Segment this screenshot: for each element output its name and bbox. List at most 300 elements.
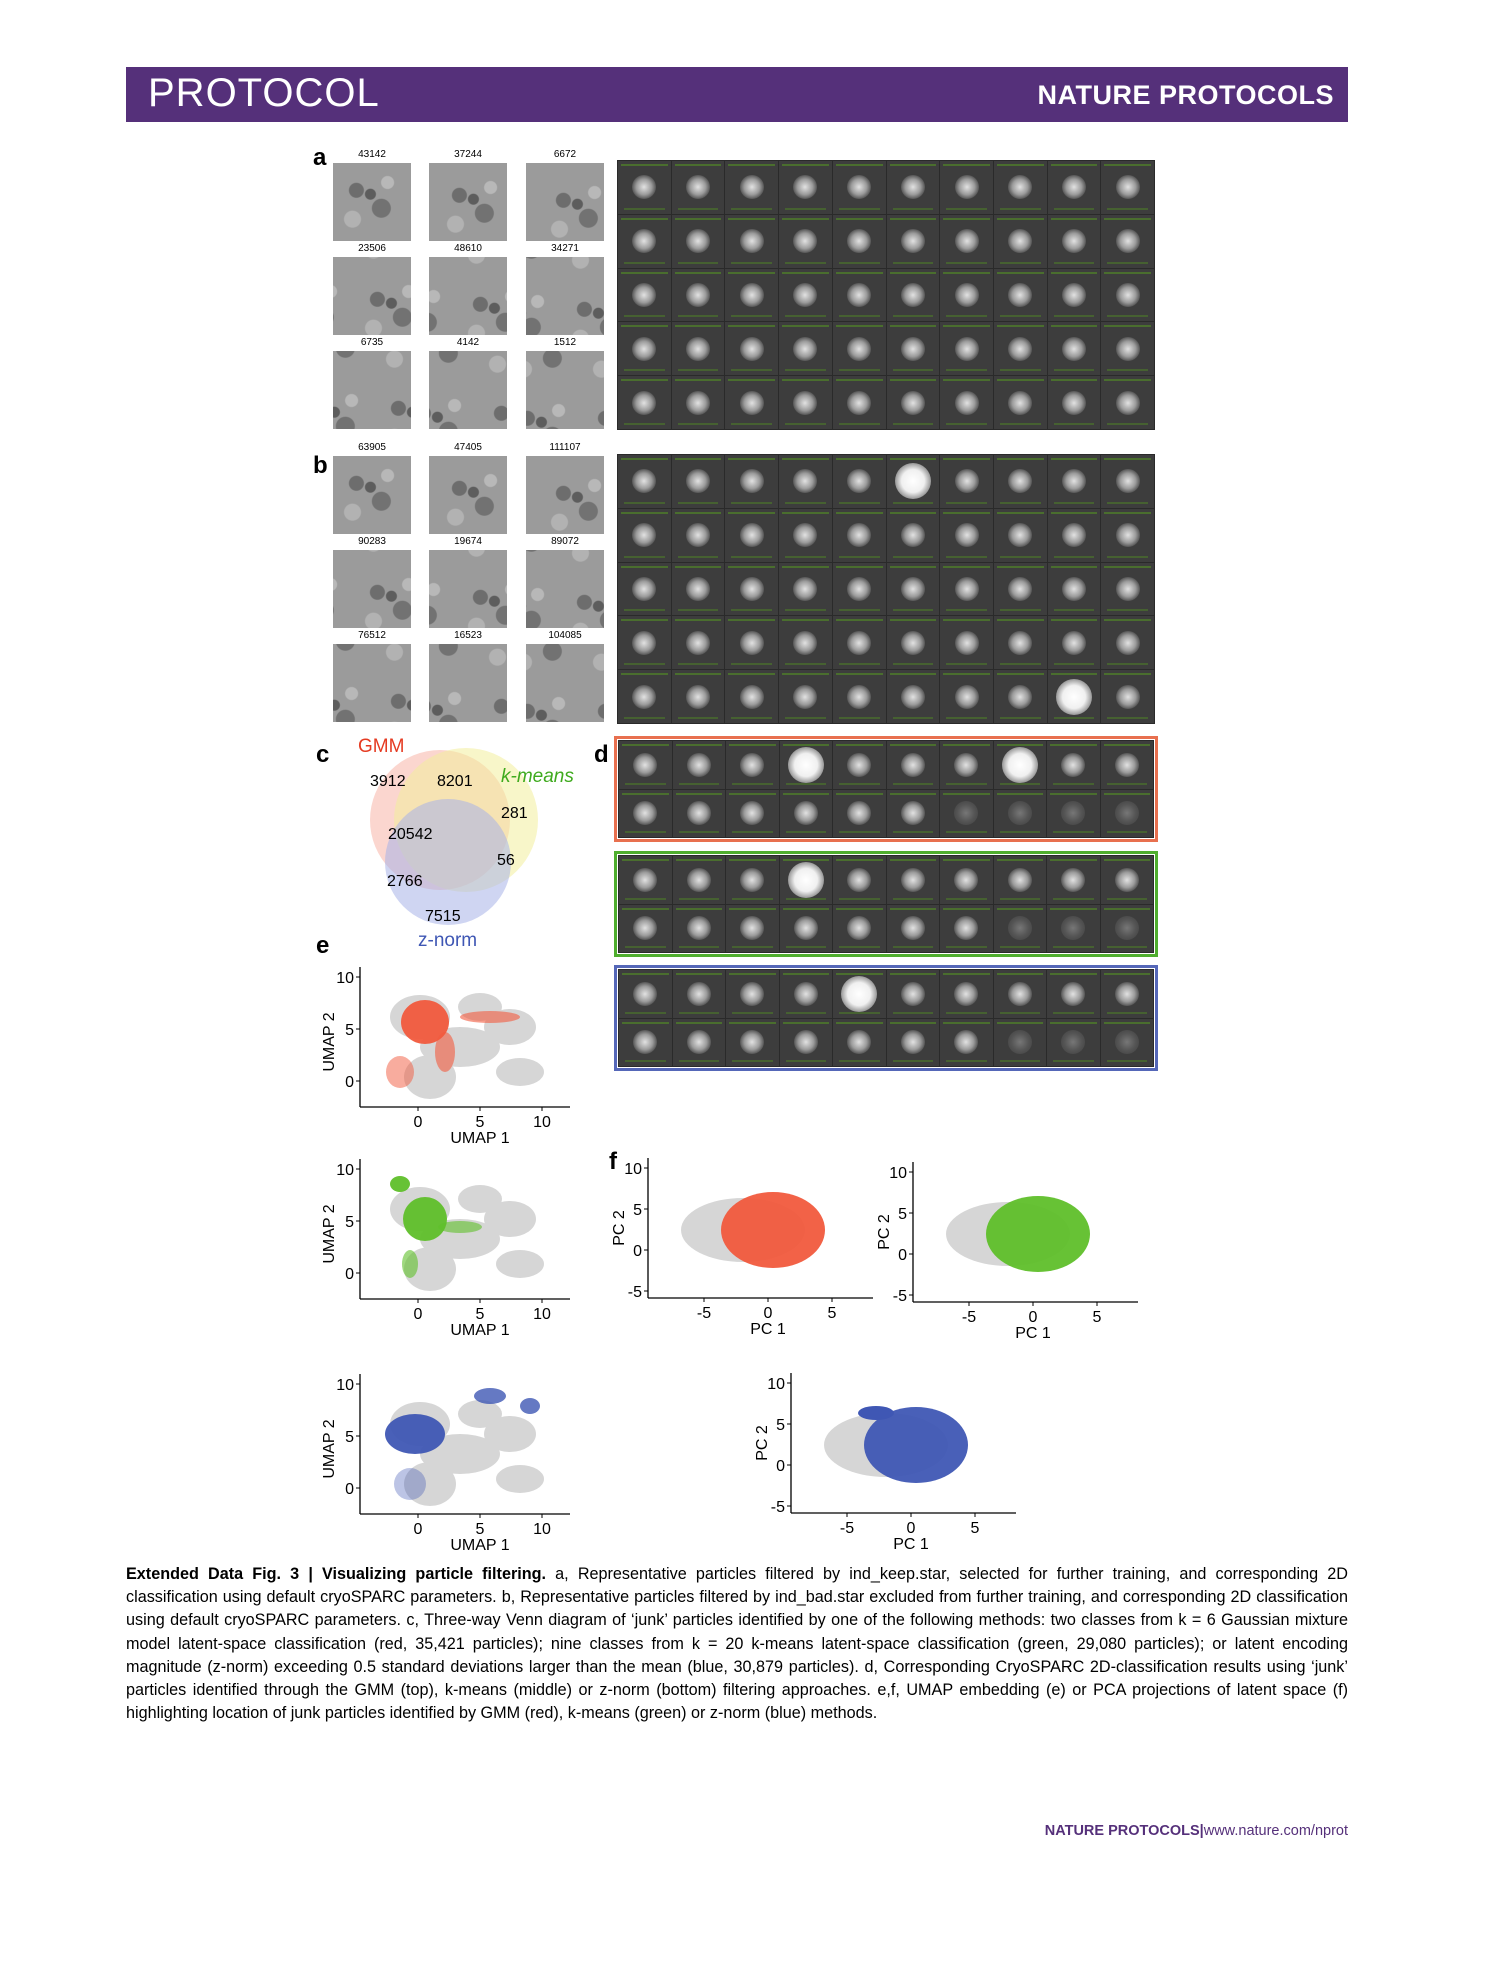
particle-blob — [955, 577, 979, 601]
class-average — [887, 970, 940, 1018]
particle-blob — [686, 469, 710, 493]
y-tick-label: 0 — [898, 1247, 907, 1264]
class-average — [887, 161, 940, 214]
y-tick-label: 5 — [633, 1202, 642, 1219]
x-tick-label: 5 — [1092, 1309, 1102, 1326]
class-average — [726, 970, 779, 1018]
particle-blob — [1116, 469, 1140, 493]
particle-blob — [901, 868, 925, 892]
class-average — [725, 616, 778, 669]
y-tick-label: 0 — [345, 1074, 354, 1091]
particle-blob — [1115, 982, 1139, 1006]
particle-blob — [793, 337, 817, 361]
x-tick-label: -5 — [696, 1305, 712, 1322]
particle-micrograph — [429, 257, 507, 335]
class-average — [1101, 269, 1154, 322]
class-average — [833, 670, 886, 723]
class-average — [994, 215, 1047, 268]
particle-micrograph — [429, 351, 507, 429]
particle-blob — [740, 391, 764, 415]
particle-blob — [793, 685, 817, 709]
y-axis-label: UMAP 2 — [321, 1012, 338, 1072]
y-axis-label: UMAP 2 — [321, 1204, 338, 1264]
class-average — [833, 790, 886, 838]
particle-id-label: 89072 — [551, 536, 579, 547]
particle-blob — [793, 469, 817, 493]
particle-micrograph — [526, 644, 604, 722]
particle-blob — [955, 391, 979, 415]
panel-label-b: b — [313, 452, 328, 479]
particle-blob — [901, 523, 925, 547]
particle-blob — [1008, 391, 1032, 415]
class-average — [887, 905, 940, 953]
particle-blob — [1008, 982, 1032, 1006]
highlight-points — [986, 1196, 1090, 1272]
particle-blob — [1056, 679, 1092, 715]
particle-blob — [686, 175, 710, 199]
particle-blob — [788, 747, 824, 783]
y-tick-label: 0 — [345, 1266, 354, 1283]
particle-blob — [841, 976, 877, 1012]
particle-blob — [1061, 868, 1085, 892]
class-average — [1048, 616, 1101, 669]
class-average — [1101, 1019, 1154, 1067]
class-average — [940, 376, 993, 429]
class-average — [1101, 741, 1154, 789]
class-average — [725, 455, 778, 508]
highlight-points — [394, 1468, 426, 1500]
x-tick-label: 0 — [413, 1114, 423, 1131]
class-average — [1047, 790, 1100, 838]
x-axis-label: PC 1 — [750, 1321, 786, 1338]
particle-blob — [1062, 631, 1086, 655]
particle-blob — [1062, 523, 1086, 547]
particle-blob — [1115, 801, 1139, 825]
venn-gmm-znorm: 2766 — [387, 873, 423, 890]
class-average — [940, 509, 993, 562]
particle-blob — [955, 283, 979, 307]
particle-blob — [1116, 685, 1140, 709]
panel-label-f: f — [609, 1148, 617, 1175]
class-average — [780, 1019, 833, 1067]
class-average — [994, 322, 1047, 375]
particle-id-label: 37244 — [454, 149, 482, 160]
class-average — [994, 1019, 1047, 1067]
class-average — [618, 670, 671, 723]
particle-id-label: 48610 — [454, 243, 482, 254]
class-average — [887, 376, 940, 429]
y-tick-label: 0 — [776, 1458, 785, 1475]
particle-blob — [1062, 337, 1086, 361]
panel-label-c: c — [316, 741, 330, 768]
x-axis-label: PC 1 — [893, 1536, 929, 1553]
class-average — [833, 509, 886, 562]
class-average — [672, 269, 725, 322]
particle-id-label: 16523 — [454, 630, 482, 641]
y-tick-label: 10 — [336, 970, 354, 987]
x-tick-label: 0 — [763, 1305, 773, 1322]
particle-blob — [633, 1030, 657, 1054]
particle-blob — [895, 463, 931, 499]
particle-blob — [632, 523, 656, 547]
particle-blob — [901, 1030, 925, 1054]
particle-blob — [847, 801, 871, 825]
class-average — [940, 215, 993, 268]
particle-blob — [955, 631, 979, 655]
particle-micrograph — [333, 257, 411, 335]
particle-blob — [632, 175, 656, 199]
particle-blob — [1115, 916, 1139, 940]
class-average — [833, 563, 886, 616]
pca-plot-znorm — [753, 1363, 1033, 1558]
class-average — [1101, 905, 1154, 953]
class-average — [1047, 905, 1100, 953]
particle-blob — [1008, 175, 1032, 199]
class-average — [779, 455, 832, 508]
class-average — [726, 741, 779, 789]
y-axis-label: PC 2 — [754, 1425, 771, 1461]
particle-micrograph — [429, 644, 507, 722]
particle-blob — [955, 523, 979, 547]
particle-micrograph — [333, 456, 411, 534]
particle-blob — [955, 175, 979, 199]
particle-micrograph — [333, 163, 411, 241]
class-average — [940, 161, 993, 214]
particle-blob — [1008, 523, 1032, 547]
particle-blob — [793, 175, 817, 199]
particle-blob — [847, 175, 871, 199]
panel-a-2d-classes — [617, 160, 1155, 430]
particle-micrograph — [333, 351, 411, 429]
class-average — [779, 509, 832, 562]
class-average — [725, 563, 778, 616]
particle-micrograph — [429, 550, 507, 628]
particle-blob — [847, 523, 871, 547]
panel-d-kmeans-classes — [618, 855, 1154, 953]
particle-blob — [847, 868, 871, 892]
class-average — [780, 790, 833, 838]
particle-blob — [954, 801, 978, 825]
particle-id-label: 104085 — [548, 630, 582, 641]
particle-blob — [1061, 801, 1085, 825]
particle-blob — [687, 868, 711, 892]
particle-id-label: 6672 — [553, 149, 577, 160]
particle-blob — [740, 337, 764, 361]
class-average — [833, 905, 886, 953]
y-tick-label: -5 — [892, 1288, 907, 1305]
class-average — [1047, 1019, 1100, 1067]
class-average — [887, 563, 940, 616]
class-average — [619, 970, 672, 1018]
class-average — [618, 215, 671, 268]
particle-blob — [632, 469, 656, 493]
class-average — [887, 1019, 940, 1067]
particle-blob — [954, 753, 978, 777]
particle-blob — [1116, 577, 1140, 601]
venn-kmeans-znorm: 56 — [497, 852, 515, 869]
class-average — [833, 269, 886, 322]
class-average — [1048, 215, 1101, 268]
particle-blob — [794, 1030, 818, 1054]
particle-micrograph — [333, 550, 411, 628]
particle-micrograph — [526, 257, 604, 335]
y-tick-label: 0 — [633, 1243, 642, 1260]
class-average — [726, 856, 779, 904]
y-axis-label: PC 2 — [876, 1214, 893, 1250]
particle-blob — [847, 337, 871, 361]
particle-blob — [740, 753, 764, 777]
particle-blob — [1008, 337, 1032, 361]
particle-blob — [1115, 868, 1139, 892]
class-average — [833, 741, 886, 789]
caption-title: Extended Data Fig. 3 | Visualizing particle filtering. — [126, 1565, 547, 1583]
class-average — [618, 161, 671, 214]
class-average — [994, 161, 1047, 214]
footer-journal: NATURE PROTOCOLS — [1044, 1823, 1200, 1839]
class-average — [1048, 269, 1101, 322]
class-average — [940, 670, 993, 723]
particle-micrograph — [429, 456, 507, 534]
y-tick-label: 0 — [345, 1481, 354, 1498]
class-average — [619, 856, 672, 904]
pca-plot-gmm — [610, 1148, 890, 1343]
class-average — [1101, 509, 1154, 562]
highlight-points — [520, 1398, 540, 1414]
class-average — [779, 322, 832, 375]
class-average — [940, 856, 993, 904]
particle-blob — [740, 229, 764, 253]
highlight-points — [385, 1414, 445, 1454]
x-tick-label: 10 — [533, 1306, 551, 1323]
particle-blob — [740, 916, 764, 940]
x-tick-label: 5 — [475, 1114, 485, 1131]
particle-blob — [740, 1030, 764, 1054]
class-average — [994, 856, 1047, 904]
particle-blob — [740, 175, 764, 199]
particle-micrograph — [429, 163, 507, 241]
background-points — [496, 1058, 544, 1086]
particle-blob — [1002, 747, 1038, 783]
x-tick-label: 10 — [533, 1521, 551, 1538]
class-average — [994, 741, 1047, 789]
class-average — [725, 269, 778, 322]
particle-blob — [901, 283, 925, 307]
class-average — [619, 1019, 672, 1067]
class-average — [780, 970, 833, 1018]
class-average — [940, 905, 993, 953]
class-average — [1101, 563, 1154, 616]
particle-blob — [686, 523, 710, 547]
class-average — [779, 376, 832, 429]
class-average — [940, 616, 993, 669]
particle-blob — [686, 337, 710, 361]
particle-micrograph — [526, 351, 604, 429]
particle-blob — [901, 801, 925, 825]
venn-all-three: 20542 — [388, 826, 433, 843]
particle-blob — [1061, 1030, 1085, 1054]
particle-blob — [1061, 753, 1085, 777]
class-average — [833, 455, 886, 508]
particle-id-label: 1512 — [553, 337, 577, 348]
particle-blob — [793, 391, 817, 415]
particle-blob — [686, 391, 710, 415]
class-average — [619, 905, 672, 953]
x-tick-label: -5 — [839, 1520, 855, 1537]
x-tick-label: 10 — [533, 1114, 551, 1131]
class-average — [726, 790, 779, 838]
particle-blob — [687, 801, 711, 825]
particle-micrograph — [526, 163, 604, 241]
particle-blob — [954, 982, 978, 1006]
class-average — [940, 455, 993, 508]
class-average — [887, 790, 940, 838]
class-average — [994, 905, 1047, 953]
class-average — [994, 563, 1047, 616]
class-average — [725, 376, 778, 429]
particle-blob — [687, 916, 711, 940]
y-tick-label: 10 — [336, 1162, 354, 1179]
x-tick-label: 0 — [413, 1306, 423, 1323]
particle-blob — [686, 229, 710, 253]
particle-blob — [1062, 577, 1086, 601]
particle-blob — [847, 916, 871, 940]
class-average — [1048, 161, 1101, 214]
particle-blob — [740, 631, 764, 655]
class-average — [833, 970, 886, 1018]
class-average — [1048, 376, 1101, 429]
particle-blob — [847, 577, 871, 601]
class-average — [780, 856, 833, 904]
particle-blob — [901, 337, 925, 361]
y-tick-label: -5 — [627, 1284, 642, 1301]
particle-id-label: 34271 — [551, 243, 579, 254]
y-tick-label: 10 — [336, 1377, 354, 1394]
particle-blob — [1116, 523, 1140, 547]
particle-id-label: 6735 — [360, 337, 384, 348]
panel-label-e: e — [316, 932, 330, 959]
class-average — [887, 670, 940, 723]
class-average — [1101, 970, 1154, 1018]
page-header — [126, 67, 1348, 122]
particle-blob — [633, 916, 657, 940]
particle-blob — [740, 801, 764, 825]
particle-blob — [1116, 283, 1140, 307]
particle-blob — [788, 862, 824, 898]
class-average — [833, 161, 886, 214]
particle-blob — [1008, 685, 1032, 709]
y-tick-label: 10 — [624, 1161, 642, 1178]
particle-blob — [1062, 283, 1086, 307]
panel-d-gmm-classes — [618, 740, 1154, 838]
section-title: PROTOCOL — [148, 71, 380, 115]
class-average — [887, 322, 940, 375]
particle-blob — [901, 175, 925, 199]
particle-blob — [955, 229, 979, 253]
class-average — [779, 616, 832, 669]
highlight-points — [386, 1056, 414, 1088]
class-average — [994, 970, 1047, 1018]
particle-blob — [954, 868, 978, 892]
highlight-points — [858, 1406, 894, 1420]
class-average — [1101, 376, 1154, 429]
class-average — [1047, 741, 1100, 789]
particle-micrograph — [333, 644, 411, 722]
x-axis-label: UMAP 1 — [450, 1322, 510, 1339]
particle-blob — [740, 469, 764, 493]
class-average — [940, 970, 993, 1018]
class-average — [779, 161, 832, 214]
class-average — [1101, 322, 1154, 375]
pca-plot-kmeans — [875, 1152, 1155, 1347]
footer-url[interactable]: www.nature.com/nprot — [1203, 1823, 1348, 1839]
particle-id-label: 111107 — [549, 442, 581, 453]
particle-blob — [740, 577, 764, 601]
class-average — [887, 856, 940, 904]
particle-blob — [847, 631, 871, 655]
class-average — [1047, 970, 1100, 1018]
class-average — [994, 670, 1047, 723]
class-average — [1101, 670, 1154, 723]
background-points — [496, 1465, 544, 1493]
class-average — [672, 670, 725, 723]
panel-label-a: a — [313, 144, 327, 171]
class-average — [833, 616, 886, 669]
class-average — [673, 970, 726, 1018]
class-average — [618, 322, 671, 375]
class-average — [673, 856, 726, 904]
y-axis-label: UMAP 2 — [321, 1419, 338, 1479]
venn-kmeans-only: 281 — [501, 805, 528, 822]
y-axis-label: PC 2 — [611, 1210, 628, 1246]
particle-blob — [740, 283, 764, 307]
class-average — [833, 1019, 886, 1067]
y-tick-label: -5 — [770, 1499, 785, 1516]
particle-blob — [633, 868, 657, 892]
class-average — [672, 322, 725, 375]
umap-plot-kmeans — [316, 1147, 586, 1342]
class-average — [833, 856, 886, 904]
y-tick-label: 5 — [345, 1429, 354, 1446]
figure-caption — [126, 1563, 1348, 1725]
class-average — [725, 670, 778, 723]
y-tick-label: 5 — [898, 1206, 907, 1223]
particle-id-label: 23506 — [358, 243, 386, 254]
particle-blob — [793, 229, 817, 253]
footer-separator: | — [1199, 1823, 1204, 1839]
highlight-points — [403, 1197, 447, 1241]
venn-circle-znorm — [385, 799, 511, 925]
particle-blob — [794, 916, 818, 940]
class-average — [618, 616, 671, 669]
class-average — [618, 509, 671, 562]
particle-blob — [901, 391, 925, 415]
x-axis-label: UMAP 1 — [450, 1130, 510, 1147]
particle-blob — [794, 982, 818, 1006]
particle-blob — [1008, 577, 1032, 601]
particle-blob — [686, 685, 710, 709]
particle-blob — [1008, 631, 1032, 655]
class-average — [780, 741, 833, 789]
page-footer — [1045, 1823, 1348, 1839]
class-average — [1048, 322, 1101, 375]
particle-micrograph — [526, 456, 604, 534]
venn-gmm-kmeans: 8201 — [437, 773, 473, 790]
y-tick-label: 10 — [767, 1376, 785, 1393]
particle-blob — [901, 577, 925, 601]
particle-blob — [901, 753, 925, 777]
class-average — [726, 1019, 779, 1067]
class-average — [1047, 856, 1100, 904]
